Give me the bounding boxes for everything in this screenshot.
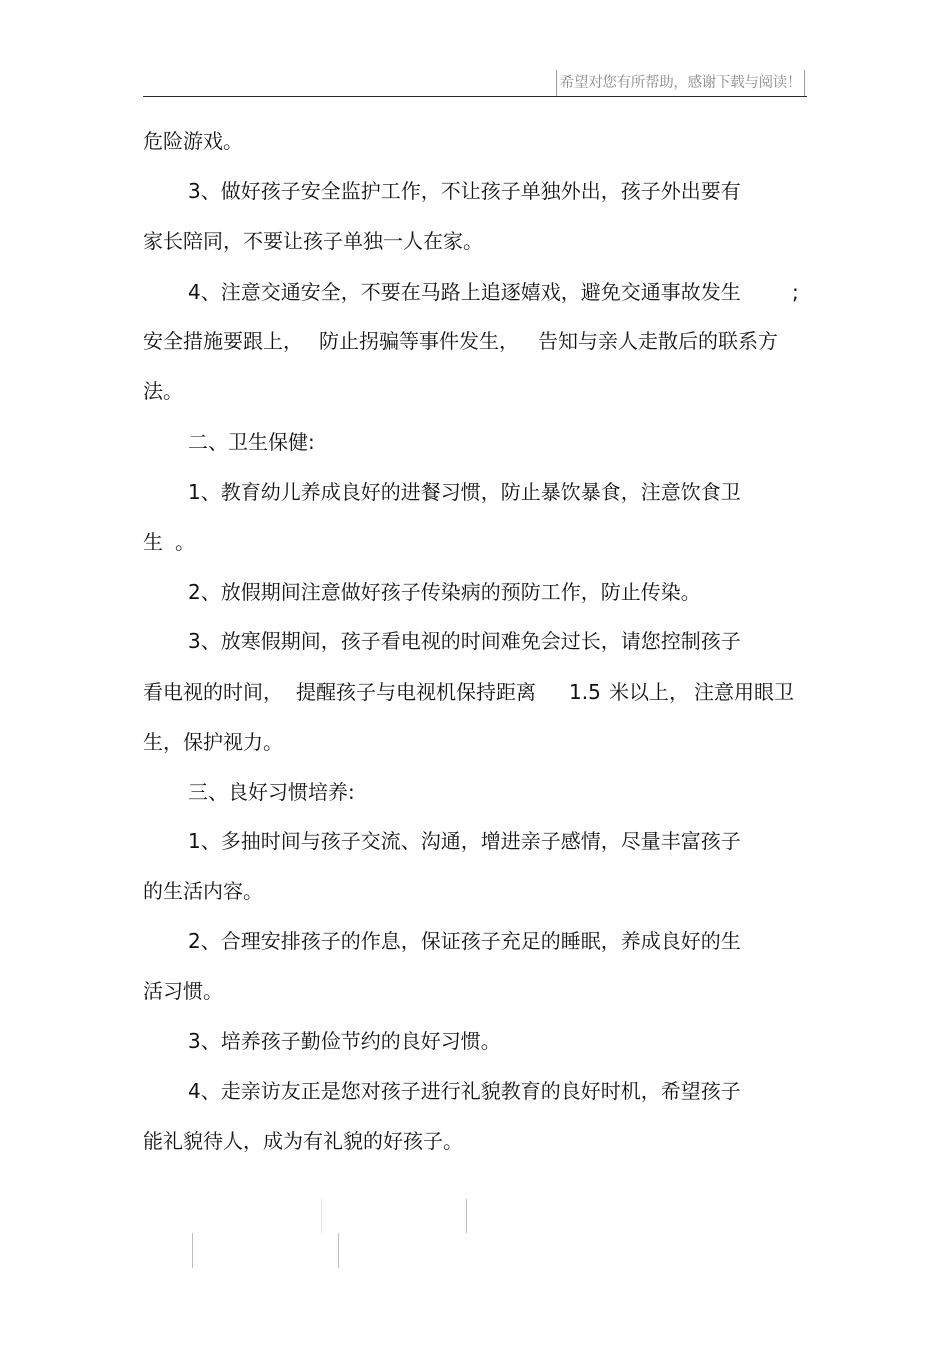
body-line-8: 1、教育幼儿养成良好的进餐习惯，防止暴饮暴食，注意饮食卫 [188, 480, 741, 504]
header-divider [143, 96, 807, 97]
body-line-19: 3、培养孩子勤俭节约的良好习惯。 [188, 1029, 501, 1053]
body-line-13: 生，保护视力。 [143, 730, 283, 754]
body-line-5-part-1: 安全措施要跟上， [143, 329, 303, 353]
section-heading-habits: 三、良好习惯培养: [188, 780, 355, 804]
body-line-3: 家长陪同，不要让孩子单独一人在家。 [143, 229, 483, 253]
body-line-9-part-1: 生 [143, 530, 163, 554]
body-line-2: 3、做好孩子安全监护工作，不让孩子单独外出，孩子外出要有 [188, 179, 741, 203]
body-line-12-part-2: 提醒孩子与电视机保持距离 [296, 680, 536, 704]
body-line-12-part-1: 看电视的时间， [143, 680, 283, 704]
body-line-6: 法。 [143, 379, 183, 403]
table-remnant-line [338, 1233, 339, 1268]
body-line-12-part-3: 1.5 [569, 680, 601, 704]
body-line-15: 1、多抽时间与孩子交流、沟通，增进亲子感情，尽量丰富孩子 [188, 829, 741, 853]
body-line-9-part-2: 。 [175, 530, 195, 554]
body-line-18: 活习惯。 [143, 979, 223, 1003]
body-line-16: 的生活内容。 [143, 879, 263, 903]
table-remnant-line [466, 1199, 467, 1233]
body-line-1: 危险游戏。 [143, 129, 243, 153]
body-line-21: 能礼貌待人，成为有礼貌的好孩子。 [143, 1129, 463, 1153]
body-line-4-semicolon: ; [792, 280, 799, 304]
table-remnant-line [321, 1199, 322, 1233]
body-line-12-part-5: 注意用眼卫 [694, 680, 794, 704]
body-line-5-part-2: 防止拐骗等事件发生， [319, 329, 519, 353]
section-heading-hygiene: 二、卫生保健: [188, 430, 315, 454]
body-line-10: 2、放假期间注意做好孩子传染病的预防工作，防止传染。 [188, 580, 701, 604]
table-remnant-line [192, 1233, 193, 1268]
body-line-5-part-3: 告知与亲人走散后的联系方 [538, 329, 778, 353]
body-line-11: 3、放寒假期间，孩子看电视的时间难免会过长，请您控制孩子 [188, 629, 741, 653]
body-line-4: 4、注意交通安全，不要在马路上追逐嬉戏，避免交通事故发生 [188, 280, 741, 304]
body-line-12-part-4: 米以上， [609, 680, 689, 704]
body-line-17: 2、合理安排孩子的作息，保证孩子充足的睡眠，养成良好的生 [188, 929, 741, 953]
header-note: 希望对您有所帮助，感谢下载与阅读！ [556, 70, 805, 96]
body-line-20: 4、走亲访友正是您对孩子进行礼貌教育的良好时机，希望孩子 [188, 1079, 741, 1103]
